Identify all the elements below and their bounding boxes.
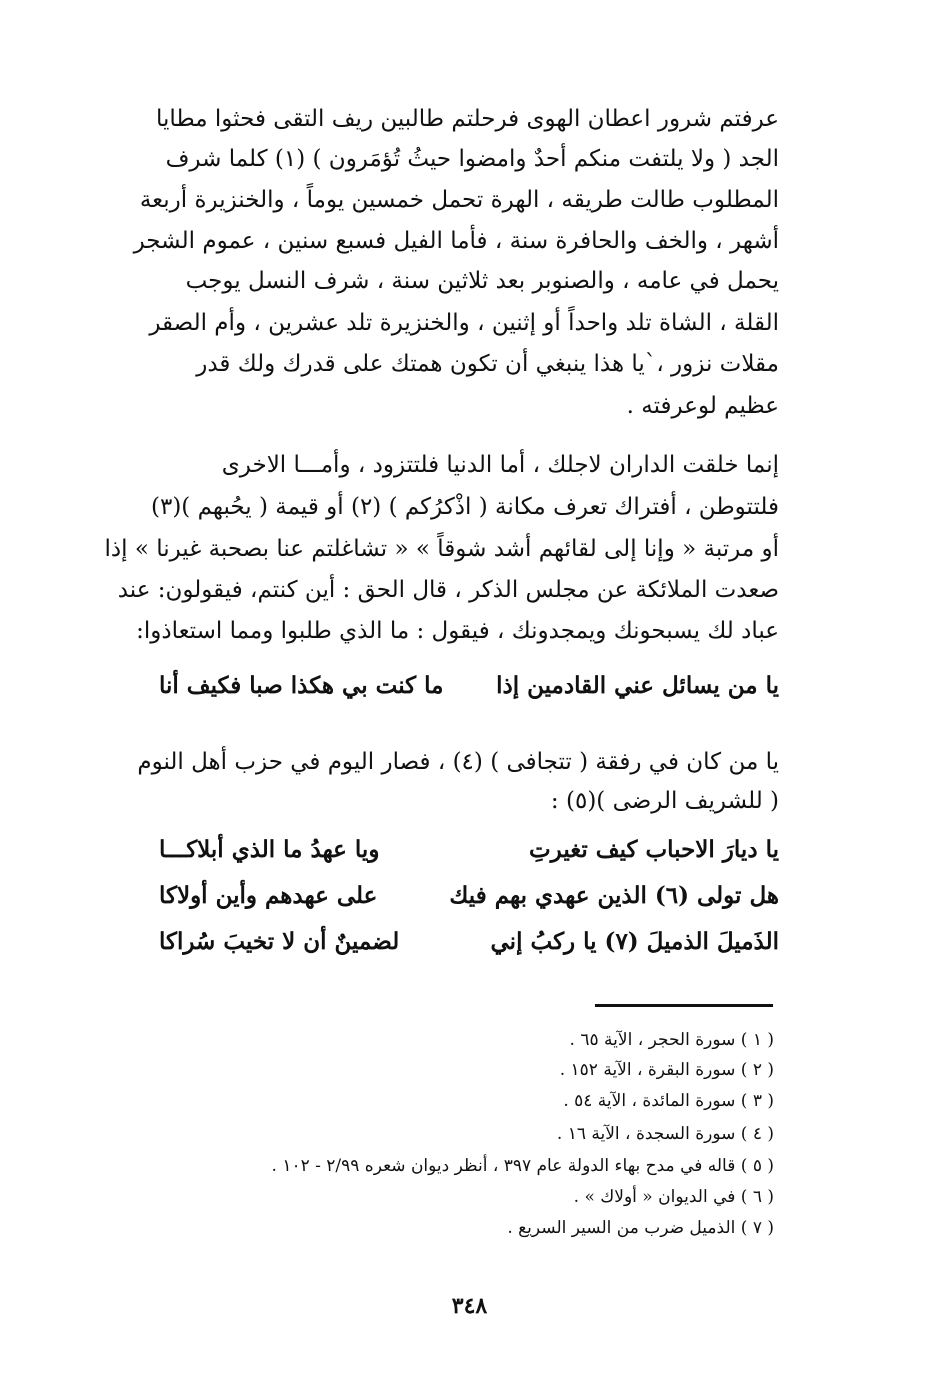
page-number: ٣٤٨ [451,1293,488,1319]
text-line: المطلوب طالت طريقه ، الهرة تحمل خمسين يوماً ، والخنزيرة أربعة [139,187,779,213]
poem-verse [159,922,779,962]
text-line: أشهر ، والخف والحافرة سنة ، فأما الفيل فسبع سنين ، عموم الشجر [133,228,779,254]
footnote: ( ١ ) سورة الحجر ، الآية ٦٥ . [569,1030,774,1050]
text-line: ( للشريف الرضى )(٥) : [550,788,779,814]
footnote: ( ٦ ) في الديوان « أولاك » . [573,1187,774,1207]
footnote: ( ٤ ) سورة السجدة ، الآية ١٦ . [556,1124,774,1144]
poem-verse [159,876,779,916]
text-line: أو مرتبة « وإنا إلى لقائهم أشد شوقاً » « تشاغلتم عنا بصحبة غيرنا » إذا [104,536,779,562]
verse-first-hemistich: يا من يسائل عني القادمين إذا [496,672,779,699]
verse-second-hemistich: على عهدهم وأين أولاكا [159,882,378,909]
text-line: فلتتوطن ، أفتراك تعرف مكانة ( اذْكرُكم ) (٢) أو قيمة ( يحُبهم )(٣) [150,494,779,520]
text-line: إنما خلقت الداران لاجلك ، أما الدنيا فلتتزود ، وأمـــا الاخرى [221,452,779,478]
footnote: ( ٥ ) قاله في مدح بهاء الدولة عام ٣٩٧ ، أنظر ديوان شعره ٢/٩٩ - ١٠٢ . [271,1156,774,1176]
verse-line [159,666,779,706]
verse-first-hemistich: الذَميلَ الذميلَ (٧) يا ركبُ إني [490,928,779,955]
footnote: ( ٧ ) الذميل ضرب من السير السريع . [507,1218,774,1238]
text-line: يا من كان في رفقة ( تتجافى ) (٤) ، فصار اليوم في حزب أهل النوم [137,749,779,775]
text-line: صعدت الملائكة عن مجلس الذكر ، قال الحق : أين كنتم، فيقولون: عند [117,577,779,603]
text-line: عباد لك يسبحونك ويمجدونك ، فيقول : ما الذي طلبوا ومما استعاذوا: [136,618,779,644]
text-line: يحمل في عامه ، والصنوبر بعد ثلاثين سنة ، شرف النسل يوجب [185,268,779,294]
verse-second-hemistich: لضمينٌ أن لا تخيبَ سُراكا [159,928,400,955]
text-line: القلة ، الشاة تلد واحداً أو إثنين ، والخنزيرة تلد عشرين ، وأم الصقر [149,310,779,336]
text-line: مقلات نزور ،`يا هذا ينبغي أن تكون همتك على قدرك ولك قدر [196,351,779,377]
verse-second-hemistich: ويا عهدُ ما الذي أبلاكـــا [159,836,380,863]
text-line: عرفتم شرور اعطان الهوى فرحلتم طالبين ريف التقى فحثوا مطايا [156,106,779,132]
verse-second-hemistich: ما كنت بي هكذا صبا فكيف أنا [159,672,444,699]
footnote: ( ٢ ) سورة البقرة ، الآية ١٥٢ . [559,1060,774,1080]
text-line: عظيم لوعرفته . [626,393,779,419]
verse-first-hemistich: يا ديارَ الاحباب كيف تغيرتِ [528,836,779,863]
verse-first-hemistich: هل تولى (٦) الذين عهدي بهم فيك [449,882,779,909]
poem-verse [159,830,779,870]
footnote-divider [595,1004,773,1007]
footnote: ( ٣ ) سورة المائدة ، الآية ٥٤ . [563,1091,774,1111]
text-line: الجد ( ولا يلتفت منكم أحدٌ وامضوا حيثُ تُؤمَرون ) (١) كلما شرف [165,146,779,172]
